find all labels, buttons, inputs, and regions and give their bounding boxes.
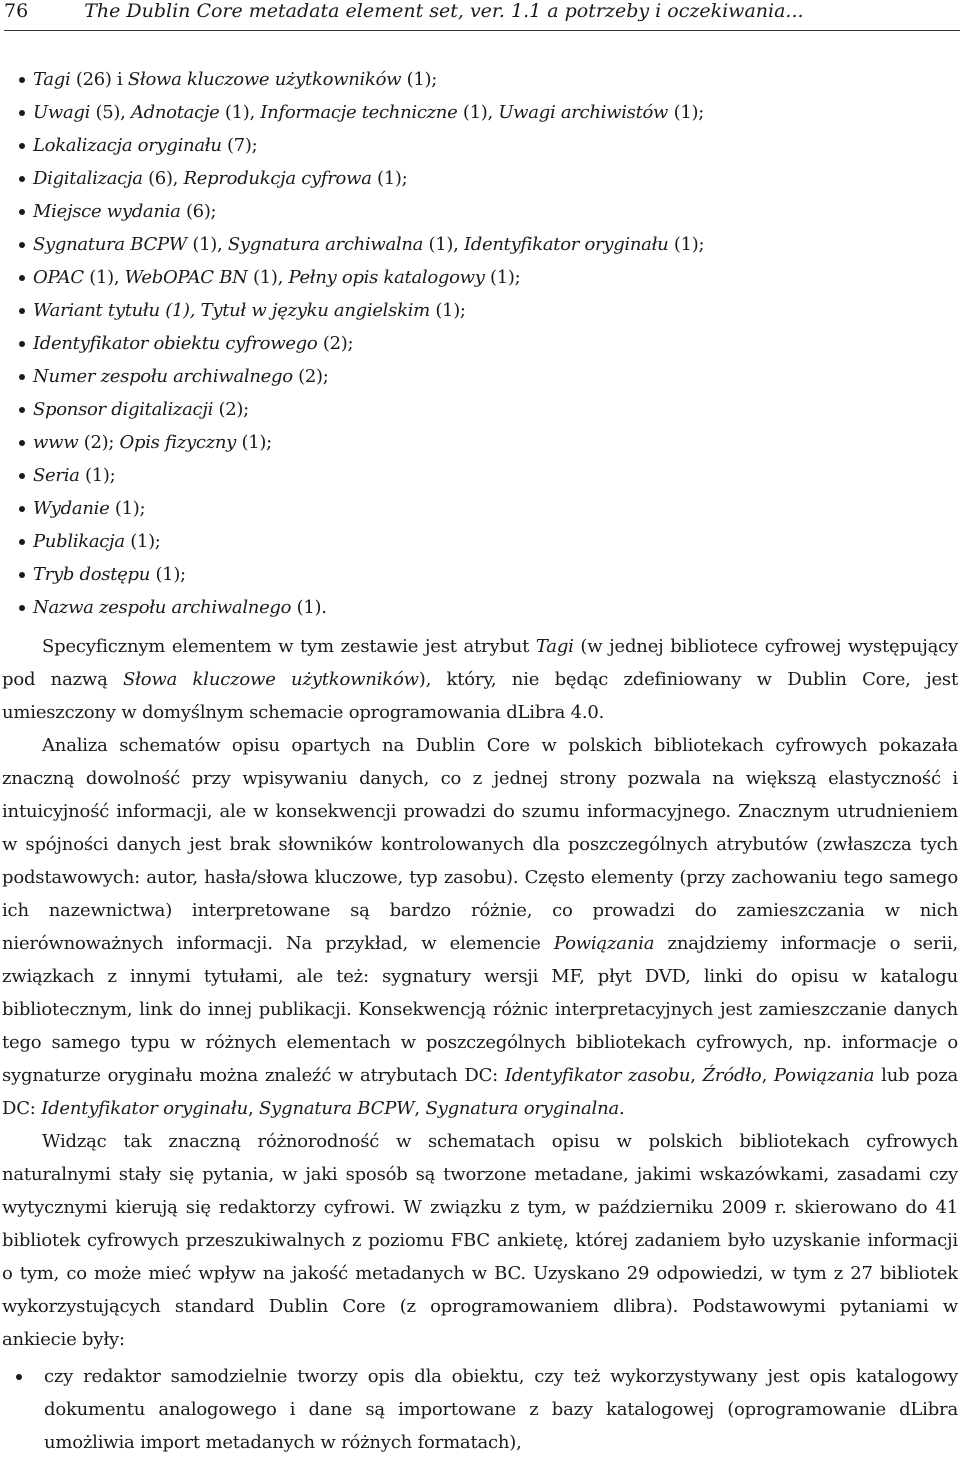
text-run: lub poza DC: (2, 1065, 959, 1119)
italic-term: Tagi (33, 69, 71, 90)
text-run: Specyficznym elementem w tym zestawie jest atrybut (42, 636, 536, 657)
italic-term: Słowa kluczowe użytkowników (127, 69, 402, 90)
italic-term: Seria (33, 465, 80, 486)
italic-term: Słowa kluczowe użytkowników (123, 669, 419, 690)
italic-term: Źródło (702, 1065, 762, 1086)
running-title: The Dublin Core metadata element set, ver. 1.1 a potrzeby i oczekiwania... (84, 0, 804, 22)
paragraph (2, 729, 958, 1125)
body-text (2, 630, 958, 1356)
italic-term: Sygnatura oryginalna (425, 1098, 619, 1119)
text-run: Analiza schematów opisu opartych na Dublin Core w polskich bibliotekach cyfrowych pokazała znaczną dowolność przy wpisywaniu danych, co z jednej strony pozwala na większą elastyczność i intuicyjność informacji, ale w konsekwencji prowadzi do szumu informacyjnego. Znacznym utrudnieniem w spójności danych jest brak słowników kontrolowanych dla poszczególnych atrybutów (zwłaszcza tych podstawowych: autor, hasła/słowa kluczowe, typ zasobu). Często elementy (przy zachowaniu tego samego ich nazewnictwa) interpretowane są bardzo różnie, co prowadzi do zamieszczania w nich nierównoważnych informacji. Na przykład, w elemencie (2, 735, 958, 954)
italic-term: OPAC (33, 267, 84, 288)
text-run: (1); (124, 531, 161, 552)
italic-term: Reprodukcja cyfrowa (183, 168, 372, 189)
list-item (16, 558, 704, 591)
italic-term: Digitalizacja (33, 168, 143, 189)
text-run: (1); (668, 102, 704, 123)
italic-term: Sygnatura BCPW (33, 234, 187, 255)
survey-question-list (2, 1360, 958, 1459)
text-run: . (619, 1098, 625, 1119)
list-item (16, 426, 704, 459)
list-item (16, 129, 704, 162)
list-item (16, 492, 704, 525)
list-item (16, 525, 704, 558)
italic-term: Identyfikator oryginału (41, 1098, 248, 1119)
text-run: (1), (219, 102, 261, 123)
text-run: (2); (292, 366, 329, 387)
text-run: (1); (150, 564, 186, 585)
italic-term: Opis fizyczny (119, 432, 237, 453)
italic-term: www (33, 432, 79, 453)
text-run: (1), (247, 267, 289, 288)
list-item (16, 294, 704, 327)
italic-term: Uwagi archiwistów (498, 102, 669, 123)
text-run: Widząc tak znaczną różnorodność w schematach opisu w polskich bibliotekach cyfrowych naturalnymi stały się pytania, w jaki sposób są tworzone metadane, jakimi wskazówkami, zasadami czy wytycznymi kierują się redaktorzy cyfrowi. W związku z tym, w październiku 2009 r. skierowano do 41 bibliotek cyfrowych przeszukiwalnych z poziomu FBC ankietę, której zadaniem było uzyskanie informacji o tym, co może mieć wpływ na jakość metadanych w BC. Uzyskano 29 odpowiedzi, w tym z 27 bibliotek wykorzystujących standard Dublin Core (z oprogramowaniem dlibra). Podstawowymi pytaniami w ankiecie były: (2, 1131, 958, 1350)
list-item (16, 195, 704, 228)
text-run: (1); (429, 300, 466, 321)
metadata-attribute-list (16, 63, 704, 624)
list-item (16, 261, 704, 294)
text-run: (26) i (70, 69, 128, 90)
paragraph (2, 630, 958, 729)
italic-term: Adnotacje (130, 102, 220, 123)
paragraph (2, 1125, 958, 1356)
running-header (4, 0, 960, 31)
italic-term: Wydanie (33, 498, 110, 519)
italic-term: Miejsce wydania (33, 201, 181, 222)
italic-term: Wariant tytułu (1), Tytuł w języku angielskim (33, 300, 430, 321)
list-item (16, 393, 704, 426)
text-run: , (690, 1065, 703, 1086)
italic-term: Sygnatura archiwalna (227, 234, 424, 255)
italic-term: Nazwa zespołu archiwalnego (33, 597, 292, 618)
text-run: (2); (317, 333, 354, 354)
list-item (16, 591, 704, 624)
list-item (16, 162, 704, 195)
list-item (16, 63, 704, 96)
text-run: (2); (213, 399, 249, 420)
text-run: (6); (180, 201, 217, 222)
italic-term: Sponsor digitalizacji (33, 399, 214, 420)
text-run: (1); (236, 432, 272, 453)
text-run: znajdziemy informacje o serii, związkach z innymi tytułami, ale też: sygnatury wersji MF, płyt DVD, linki do opisu w katalogu bibliotecznym, link do innej publikacji. Konsekwencją różnic interpretacyjnych jest zamieszczanie danych tego samego typu w różnych elementach w poszczególnych bibliotekach cyfrowych, np. informacje o sygnaturze oryginału można znaleźć w atrybutach DC: (2, 933, 958, 1086)
text-run: (1); (371, 168, 408, 189)
italic-term: Sygnatura BCPW (259, 1098, 415, 1119)
italic-term: WebOPAC BN (124, 267, 248, 288)
italic-term: Powiązania (773, 1065, 875, 1086)
text-run: , (414, 1098, 426, 1119)
italic-term: Identyfikator zasobu (504, 1065, 691, 1086)
text-run: , (761, 1065, 774, 1086)
text-run: (1), (83, 267, 125, 288)
text-run: (7); (221, 135, 258, 156)
list-item (16, 327, 704, 360)
text-run: (1), (457, 102, 499, 123)
text-run: (1). (291, 597, 327, 618)
text-run: (1); (79, 465, 116, 486)
text-run: , (247, 1098, 260, 1119)
italic-term: Publikacja (33, 531, 125, 552)
italic-term: Powiązania (553, 933, 655, 954)
italic-term: Tryb dostępu (33, 564, 151, 585)
italic-term: Lokalizacja oryginału (33, 135, 222, 156)
italic-term: Identyfikator obiektu cyfrowego (33, 333, 318, 354)
list-item (16, 360, 704, 393)
text-run: (1), (423, 234, 464, 255)
page-number: 76 (4, 0, 29, 22)
italic-term: Identyfikator oryginału (463, 234, 669, 255)
text-run: ), który, nie będąc zdefiniowany w Dublin Core, jest umieszczony w domyślnym schemacie oprogramowania dLibra 4.0. (2, 669, 958, 723)
text-run: (1); (668, 234, 705, 255)
text-run: (1); (401, 69, 438, 90)
text-run: (1), (186, 234, 228, 255)
text-run: (1); (109, 498, 146, 519)
list-item (16, 459, 704, 492)
italic-term: Numer zespołu archiwalnego (33, 366, 293, 387)
text-run: (1); (484, 267, 521, 288)
italic-term: Pełny opis katalogowy (288, 267, 485, 288)
text-run: (5), (90, 102, 131, 123)
list-item (16, 228, 704, 261)
list-item (16, 96, 704, 129)
italic-term: Informacje techniczne (260, 102, 458, 123)
text-run: (2); (78, 432, 120, 453)
italic-term: Uwagi (33, 102, 91, 123)
text-run: (w jednej bibliotece cyfrowej występujący pod nazwą (2, 636, 958, 690)
text-run: (6), (142, 168, 184, 189)
italic-term: Tagi (535, 636, 574, 657)
list-item: czy redaktor samodzielnie tworzy opis dla obiektu, czy też wykorzystywany jest opis katalogowy dokumentu analogowego i dane są importowane z bazy katalogowej (oprogramowanie dLibra umożliwia import metadanych w różnych formatach), (2, 1360, 958, 1459)
